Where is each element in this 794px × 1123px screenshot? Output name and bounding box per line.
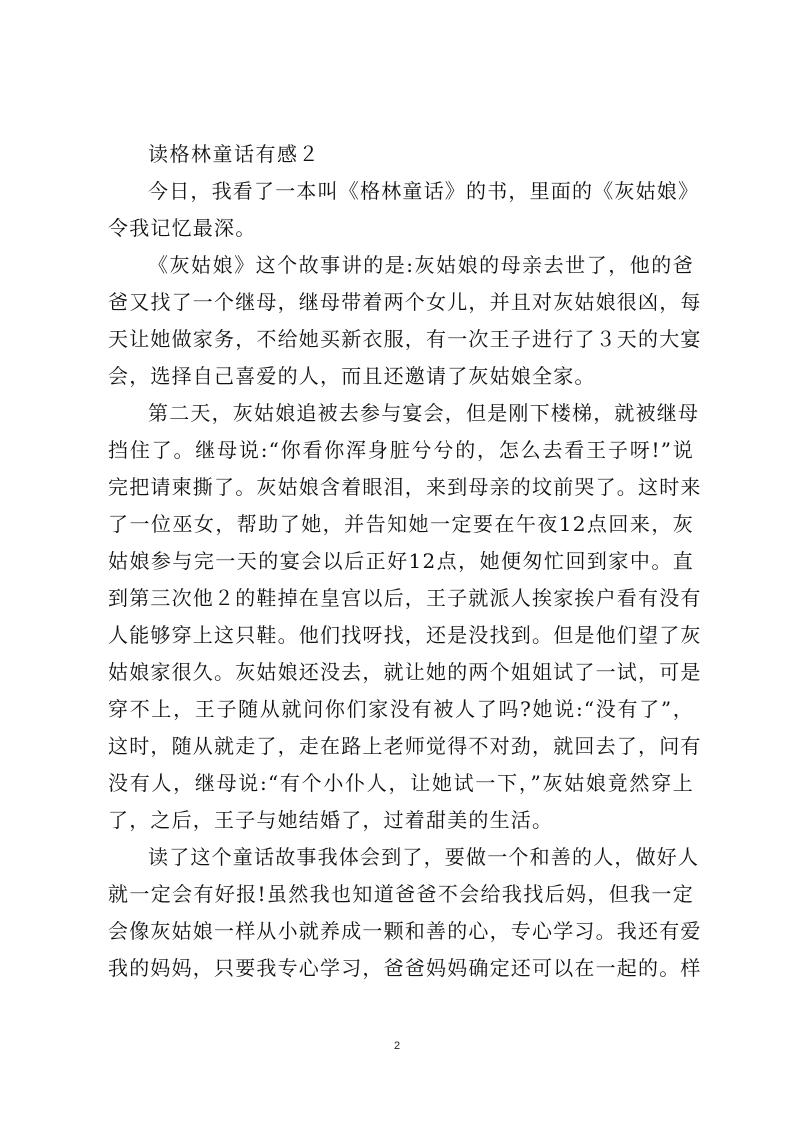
paragraph-3-line-2: 挡住了。继母说:“你看你浑身脏兮兮的，怎么去看王子呀!”说 [108, 438, 694, 462]
paragraph-3-line-8: 姑娘家很久。灰姑娘还没去，就让她的两个姐姐试了一试，可是 [108, 660, 702, 684]
paragraph-2-line-1: 《灰姑娘》这个故事讲的是:灰姑娘的母亲去世了，他的爸 [148, 253, 694, 277]
paragraph-4-line-3: 会像灰姑娘一样从小就养成一颗和善的心，专心学习。我还有爱 [108, 919, 702, 943]
paragraph-4-line-4: 我的妈妈，只要我专心学习，爸爸妈妈确定还可以在一起的。样 [108, 956, 702, 980]
paragraph-2-line-2: 爸又找了一个继母，继母带着两个女儿，并且对灰姑娘很凶，每 [108, 290, 702, 314]
document-body [108, 136, 702, 987]
paragraph-3-line-3: 完把请柬撕了。灰姑娘含着眼泪，来到母亲的坟前哭了。这时来 [108, 475, 702, 499]
paragraph-3-line-9: 穿不上，王子随从就问你们家没有被人了吗?她说:“没有了”， [108, 697, 694, 721]
paragraph-3-line-5: 姑娘参与完一天的宴会以后正好12点，她便匆忙回到家中。直 [108, 549, 694, 573]
paragraph-3-line-1: 第二天，灰姑娘追被去参与宴会，但是刚下楼梯，就被继母 [148, 401, 700, 425]
paragraph-4-line-1: 读了这个童话故事我体会到了，要做一个和善的人，做好人 [148, 845, 700, 869]
paragraph-3-line-11: 没有人，继母说:“有个小仆人，让她试一下，”灰姑娘竟然穿上 [108, 771, 694, 795]
paragraph-2-line-4: 会，选择自己喜爱的人，而且还邀请了灰姑娘全家。 [108, 364, 596, 388]
paragraph-2-line-3: 天让她做家务，不给她买新衣服，有一次王子进行了３天的大宴 [108, 327, 702, 351]
paragraph-1-line-2: 令我记忆最深。 [108, 216, 257, 240]
page-number: 2 [393, 1040, 401, 1052]
document-title: 读格林童话有感２ [148, 142, 320, 166]
paragraph-3-line-10: 这时，随从就走了，走在路上老师觉得不对劲，就回去了，问有 [108, 734, 702, 758]
paragraph-3-line-12: 了，之后，王子与她结婚了，过着甜美的生活。 [108, 808, 554, 832]
paragraph-3-line-7: 人能够穿上这只鞋。他们找呀找，还是没找到。但是他们望了灰 [108, 623, 702, 647]
paragraph-3-line-6: 到第三次他２的鞋掉在皇宫以后，王子就派人挨家挨户看有没有 [108, 586, 702, 610]
paragraph-3-line-4: 了一位巫女，帮助了她，并告知她一定要在午夜12点回来，灰 [108, 512, 694, 536]
paragraph-1-line-1: 今日，我看了一本叫《格林童话》的书，里面的《灰姑娘》 [148, 179, 700, 203]
paragraph-4-line-2: 就一定会有好报!虽然我也知道爸爸不会给我找后妈，但我一定 [108, 882, 694, 906]
